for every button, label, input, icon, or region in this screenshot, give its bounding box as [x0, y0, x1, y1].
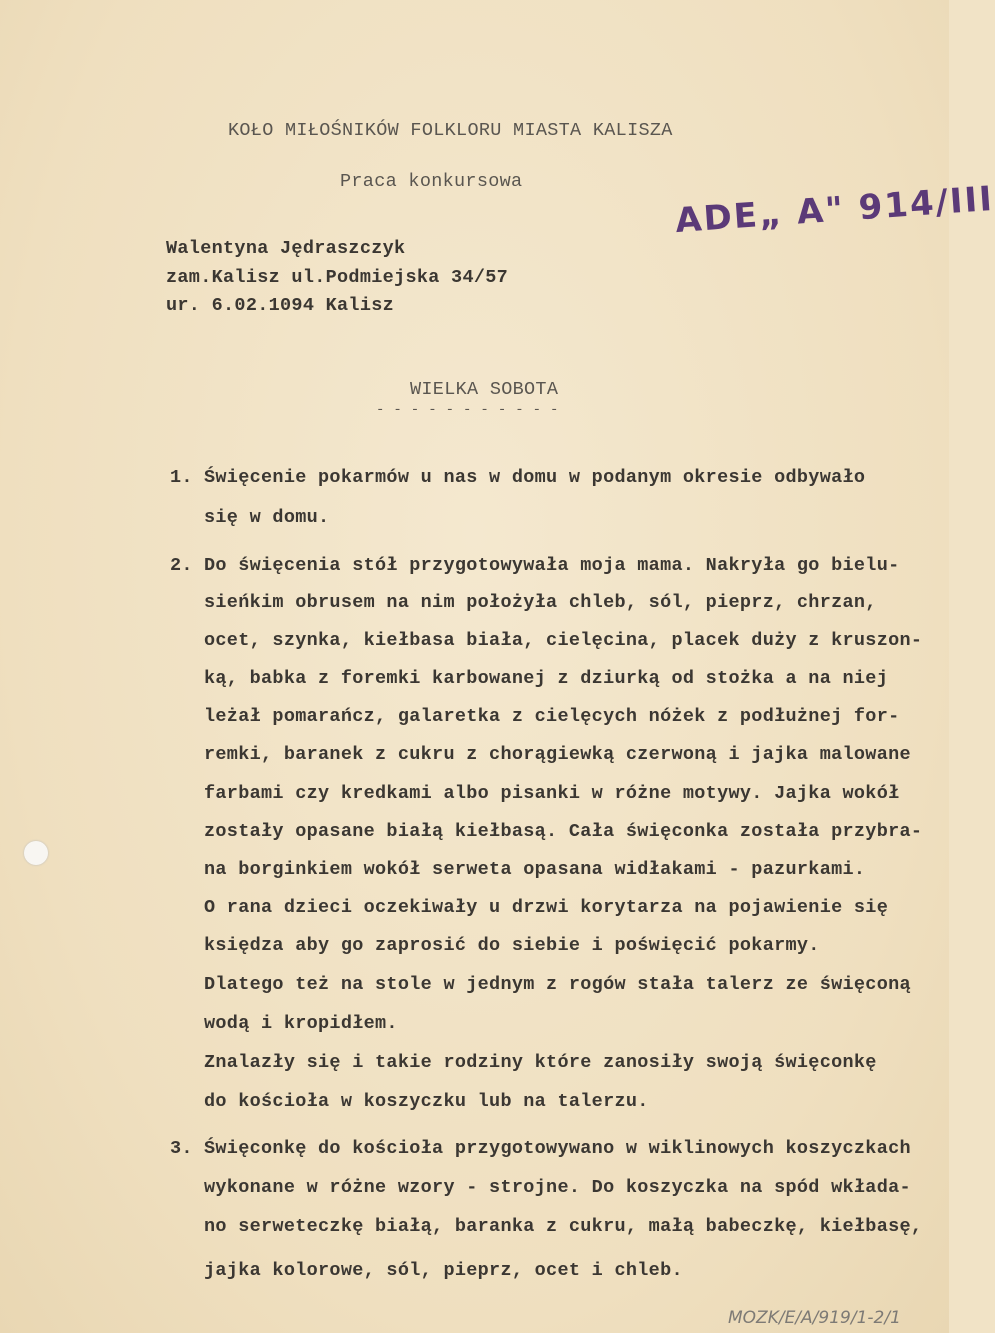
author-name: Walentyna Jędraszczyk: [166, 238, 406, 259]
text-line: ocet, szynka, kiełbasa biała, cielęcina, placek duży z kruszon-: [204, 630, 923, 651]
author-birth: ur. 6.02.1094 Kalisz: [166, 295, 395, 316]
text-line: wodą i kropidłem.: [204, 1013, 398, 1034]
text-line: Dlatego też na stole w jednym z rogów stała talerz ze święconą: [204, 974, 911, 995]
text-line: Święcenie pokarmów u nas w domu w podanym okresie odbywało: [204, 467, 866, 488]
text-line: leżał pomarańcz, galaretka z cielęcych nóżek z podłużnej for-: [204, 706, 900, 727]
organization-header: KOŁO MIŁOŚNIKÓW FOLKLORU MIASTA KALISZA: [228, 120, 673, 141]
document-subtitle: Praca konkursowa: [340, 171, 523, 192]
section-number: 3.: [170, 1138, 193, 1159]
section-number: 1.: [170, 467, 193, 488]
text-line: Znalazły się i takie rodziny które zanosiły swoją święconkę: [204, 1052, 877, 1073]
archive-signature: MOZK/E/A/919/1-2/1: [728, 1308, 901, 1328]
author-address: zam.Kalisz ul.Podmiejska 34/57: [166, 267, 509, 288]
text-line: Święconkę do kościoła przygotowywano w wiklinowych koszyczkach: [204, 1138, 911, 1159]
text-line: na borginkiem wokół serweta opasana widłakami - pazurkami.: [204, 859, 866, 880]
text-line: księdza aby go zaprosić do siebie i poświęcić pokarmy.: [204, 935, 820, 956]
punch-hole: [24, 841, 48, 865]
text-line: O rana dzieci oczekiwały u drzwi korytarza na pojawienie się: [204, 897, 889, 918]
text-line: się w domu.: [204, 507, 330, 528]
text-line: do kościoła w koszyczku lub na talerzu.: [204, 1091, 649, 1112]
text-line: ką, babka z foremki karbowanej z dziurką od stożka a na niej: [204, 668, 889, 689]
text-line: no serweteczkę białą, baranka z cukru, małą babeczkę, kiełbasę,: [204, 1216, 923, 1237]
text-line: Do święcenia stół przygotowywała moja mama. Nakryła go bielu-: [204, 555, 900, 576]
handwritten-annotation: ADE„ A" 914/III: [673, 178, 995, 242]
text-line: sieńkim obrusem na nim położyła chleb, sól, pieprz, chrzan,: [204, 592, 877, 613]
text-line: zostały opasane białą kiełbasą. Cała święconka została przybra-: [204, 821, 923, 842]
text-line: farbami czy kredkami albo pisanki w różne motywy. Jajka wokół: [204, 783, 900, 804]
text-line: jajka kolorowe, sól, pieprz, ocet i chleb.: [204, 1260, 683, 1281]
title-underline: - - - - - - - - - - -: [376, 402, 559, 418]
text-line: wykonane w różne wzory - strojne. Do koszyczka na spód wkłada-: [204, 1177, 911, 1198]
document-title: WIELKA SOBOTA: [410, 379, 559, 400]
text-line: remki, baranek z cukru z chorągiewką czerwoną i jajka malowane: [204, 744, 911, 765]
section-number: 2.: [170, 555, 193, 576]
